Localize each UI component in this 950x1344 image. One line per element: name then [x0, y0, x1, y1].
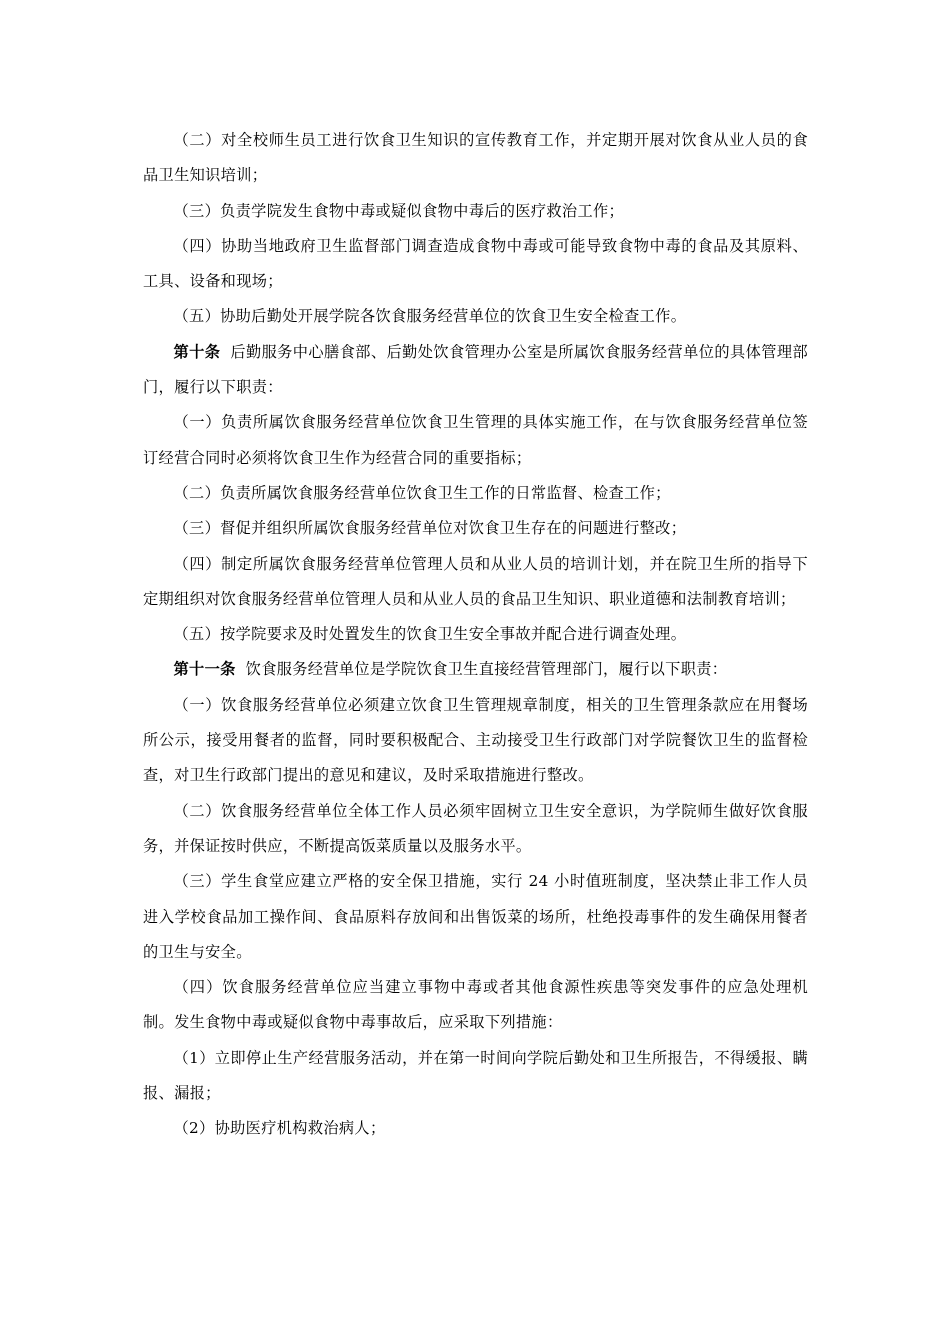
paragraph-text: （四）协助当地政府卫生监督部门调查造成食物中毒或可能导致食物中毒的食品及其原料、工具、设备和现场；: [143, 236, 808, 291]
document-page: [143, 123, 808, 1147]
paragraph: [143, 864, 808, 970]
paragraph: [143, 123, 808, 194]
article-heading: 第十条: [173, 342, 221, 361]
paragraph: [143, 547, 808, 618]
paragraph-text: （五）协助后勤处开展学院各饮食服务经营单位的饮食卫生安全检查工作。: [173, 307, 687, 326]
paragraph-text: （五）按学院要求及时处置发生的饮食卫生安全事故并配合进行调查处理。: [173, 625, 687, 644]
paragraph-text: （二）对全校师生员工进行饮食卫生知识的宣传教育工作，并定期开展对饮食从业人员的食品卫生知识培训；: [143, 131, 808, 185]
paragraph: [143, 970, 808, 1041]
paragraph-text: （1）立即停止生产经营服务活动，并在第一时间向学院后勤处和卫生所报告，不得缓报、瞒报、漏报；: [143, 1048, 808, 1103]
paragraph-text: （二）负责所属饮食服务经营单位饮食卫生工作的日常监督、检查工作；: [173, 483, 671, 502]
paragraph: [143, 1111, 808, 1146]
paragraph: [143, 511, 808, 546]
paragraph-text: （四）饮食服务经营单位应当建立事物中毒或者其他食源性疾患等突发事件的应急处理机制。发生食物中毒或疑似食物中毒事故后，应采取下列措施：: [143, 978, 808, 1032]
paragraph: [143, 652, 808, 687]
paragraph: [143, 1041, 808, 1112]
article-heading: 第十一条: [173, 660, 236, 679]
paragraph: [143, 794, 808, 865]
paragraph: [143, 617, 808, 652]
paragraph-text: （一）饮食服务经营单位必须建立饮食卫生管理规章制度，相关的卫生管理条款应在用餐场所公示，接受用餐者的监督，同时要积极配合、主动接受卫生行政部门对学院餐饮卫生的监督检查，对卫生行政部门提出的意见和建议，及时采取措施进行整改。: [143, 695, 808, 785]
paragraph: [143, 405, 808, 476]
paragraph-text: （一）负责所属饮食服务经营单位饮食卫生管理的具体实施工作，在与饮食服务经营单位签订经营合同时必须将饮食卫生作为经营合同的重要指标；: [143, 413, 808, 467]
paragraph-text: （四）制定所属饮食服务经营单位管理人员和从业人员的培训计划，并在院卫生所的指导下定期组织对饮食服务经营单位管理人员和从业人员的食品卫生知识、职业道德和法制教育培训；: [143, 554, 808, 608]
paragraph: [143, 299, 808, 334]
paragraph-text: （2）协助医疗机构救治病人；: [173, 1119, 386, 1138]
paragraph: [143, 194, 808, 229]
paragraph-text: （三）学生食堂应建立严格的安全保卫措施，实行 24 小时值班制度，坚决禁止非工作人员进入学校食品加工操作间、食品原料存放间和出售饭菜的场所，杜绝投毒事件的发生确保用餐者的卫生与安全。: [143, 872, 808, 961]
paragraph-text: 饮食服务经营单位是学院饮食卫生直接经营管理部门，履行以下职责：: [245, 660, 728, 679]
paragraph-text: （三）负责学院发生食物中毒或疑似食物中毒后的医疗救治工作；: [173, 201, 625, 220]
paragraph: [143, 229, 808, 300]
paragraph-text: 后勤服务中心膳食部、后勤处饮食管理办公室是所属饮食服务经营单位的具体管理部门，履行以下职责：: [143, 342, 808, 397]
paragraph: [143, 688, 808, 794]
paragraph: [143, 476, 808, 511]
paragraph-text: （二）饮食服务经营单位全体工作人员必须牢固树立卫生安全意识，为学院师生做好饮食服务，并保证按时供应，不断提高饭菜质量以及服务水平。: [143, 801, 808, 855]
paragraph-text: （三）督促并组织所属饮食服务经营单位对饮食卫生存在的问题进行整改；: [173, 519, 687, 538]
paragraph: [143, 335, 808, 406]
